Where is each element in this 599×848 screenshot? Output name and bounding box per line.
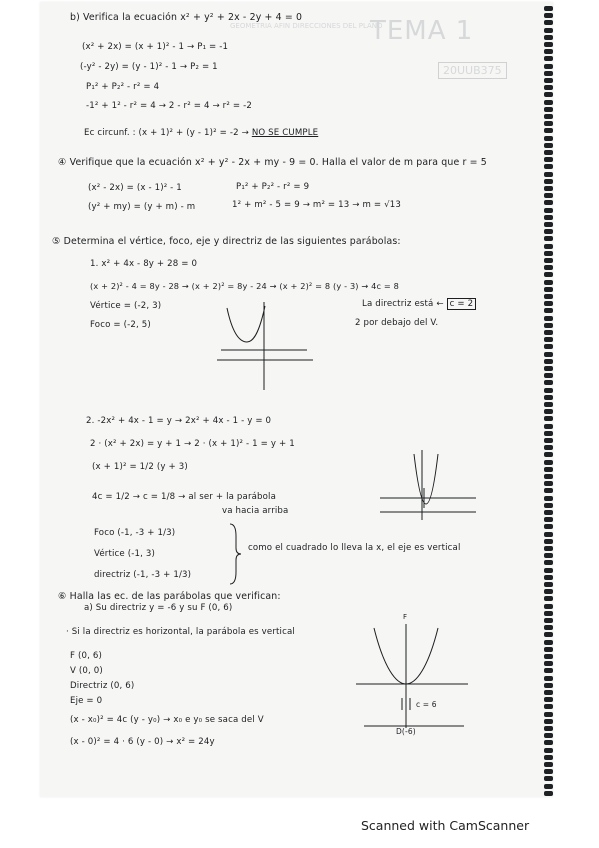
spiral-coil	[544, 337, 553, 342]
parabola-curve	[227, 306, 265, 342]
spiral-coil	[544, 265, 553, 270]
bleed-title: TEMA 1	[370, 16, 474, 46]
spiral-coil	[544, 474, 553, 479]
spiral-coil	[544, 301, 553, 306]
spiral-coil	[544, 596, 553, 601]
spiral-coil	[544, 222, 553, 227]
parabola-1-equation: 1. x² + 4x - 8y + 28 = 0	[90, 259, 198, 269]
spiral-coil	[544, 712, 553, 717]
bleed-subtitle: GEOMETRIA AFIN DIRECCIONES DEL PLANO	[230, 22, 383, 30]
spiral-coil	[544, 121, 553, 126]
spiral-coil	[544, 546, 553, 551]
axis-note: como el cuadrado lo lleva la x, el eje es vertical	[248, 543, 461, 553]
spiral-coil	[544, 524, 553, 529]
spiral-coil	[544, 704, 553, 709]
parabola-3-graph	[352, 618, 472, 738]
spiral-coil	[544, 85, 553, 90]
spiral-coil	[544, 366, 553, 371]
spiral-coil	[544, 179, 553, 184]
spiral-coil	[544, 409, 553, 414]
spiral-coil	[544, 272, 553, 277]
spiral-coil	[544, 236, 553, 241]
line-12: (x + 2)² - 4 = 8y - 28 → (x + 2)² = 8y - 24 → (x + 2)² = 8 (y - 3) → 4c = 8	[90, 281, 400, 291]
spiral-coil	[544, 726, 553, 731]
line-8a: (x² - 2x) = (x - 1)² - 1	[88, 183, 182, 193]
spiral-coil	[544, 604, 553, 609]
line-18a: 4c = 1/2 → c = 1/8 → al ser + la parábola	[92, 492, 277, 502]
spiral-coil	[544, 676, 553, 681]
spiral-coil	[544, 100, 553, 105]
spiral-coil	[544, 344, 553, 349]
spiral-coil	[544, 431, 553, 436]
spiral-coil	[544, 654, 553, 659]
spiral-coil	[544, 488, 553, 493]
spiral-coil	[544, 164, 553, 169]
spiral-coil	[544, 229, 553, 234]
spiral-coil	[544, 13, 553, 18]
spiral-coil	[544, 748, 553, 753]
spiral-coil	[544, 352, 553, 357]
brace-path	[230, 524, 241, 584]
line-8b: P₁² + P₂² - r² = 9	[236, 182, 310, 192]
spiral-coil	[544, 92, 553, 97]
spiral-coil	[544, 733, 553, 738]
line-29: (x - x₀)² = 4c (y - y₀) → x₀ e y₀ se saca del V	[70, 715, 264, 725]
spiral-coil	[544, 150, 553, 155]
c-value-box: c = 2	[447, 298, 477, 310]
spiral-coil	[544, 532, 553, 537]
spiral-coil	[544, 388, 553, 393]
spiral-coil	[544, 287, 553, 292]
line-18b: va hacia arriba	[222, 506, 289, 516]
spiral-coil	[544, 114, 553, 119]
notebook-page	[40, 2, 553, 797]
vertex-6: V (0, 0)	[70, 666, 103, 676]
vertex-1: Vértice = (-2, 3)	[90, 301, 162, 311]
spiral-coil	[544, 769, 553, 774]
spiral-coil	[544, 560, 553, 565]
line-23: a) Su directriz y = -6 y su F (0, 6)	[84, 603, 233, 613]
spiral-coil	[544, 143, 553, 148]
spiral-coil	[544, 481, 553, 486]
spiral-coil	[544, 244, 553, 249]
spiral-coil	[544, 575, 553, 580]
spiral-coil	[544, 258, 553, 263]
circumference-equation: Ec circunf. : (x + 1)² + (y - 1)² = -2 →	[84, 128, 249, 138]
exercise-4-heading: ④ Verifique que la ecuación x² + y² - 2x + my - 9 = 0. Halla el valor de m para que r = 5	[58, 157, 487, 168]
brace	[228, 522, 242, 586]
spiral-coil	[544, 416, 553, 421]
spiral-coil	[544, 193, 553, 198]
line-6	[84, 128, 318, 138]
spiral-coil	[544, 625, 553, 630]
spiral-coil	[544, 20, 553, 25]
spiral-coil	[544, 467, 553, 472]
spiral-coil	[544, 359, 553, 364]
line-9b: 1² + m² - 5 = 9 → m² = 13 → m = √13	[232, 200, 401, 210]
spiral-coil	[544, 791, 553, 796]
spiral-coil	[544, 308, 553, 313]
spiral-coil	[544, 661, 553, 666]
spiral-coil	[544, 251, 553, 256]
focus-1: Foco = (-2, 5)	[90, 320, 151, 330]
spiral-coil	[544, 632, 553, 637]
spiral-coil	[544, 460, 553, 465]
spiral-coil	[544, 380, 553, 385]
line-9a: (y² + my) = (y + m) - m	[88, 202, 196, 212]
spiral-coil	[544, 64, 553, 69]
parabola-2-graph	[378, 448, 478, 522]
spiral-coil	[544, 776, 553, 781]
spiral-coil	[544, 611, 553, 616]
line-2: (x² + 2x) = (x + 1)² - 1 → P₁ = -1	[82, 42, 229, 52]
spiral-coil	[544, 510, 553, 515]
spiral-coil	[544, 172, 553, 177]
line-17: (x + 1)² = 1/2 (y + 3)	[92, 462, 188, 472]
graph-3-c-label: c = 6	[416, 700, 437, 709]
spiral-binding	[544, 0, 556, 800]
vertex-2: Vértice (-1, 3)	[94, 549, 155, 559]
spiral-coil	[544, 49, 553, 54]
spiral-coil	[544, 690, 553, 695]
spiral-coil	[544, 78, 553, 83]
spiral-coil	[544, 208, 553, 213]
directrix-2: directriz (-1, -3 + 1/3)	[94, 570, 192, 580]
spiral-coil	[544, 762, 553, 767]
exercise-b-heading: b) Verifica la ecuación x² + y² + 2x - 2y + 4 = 0	[70, 12, 303, 23]
line-16: 2 · (x² + 2x) = y + 1 → 2 · (x + 1)² - 1 = y + 1	[90, 439, 295, 449]
spiral-coil	[544, 6, 553, 11]
spiral-coil	[544, 424, 553, 429]
spiral-coil	[544, 330, 553, 335]
line-5: -1² + 1² - r² = 4 → 2 - r² = 4 → r² = -2	[86, 101, 252, 111]
parabola-2-equation: 2. -2x² + 4x - 1 = y → 2x² + 4x - 1 - y = 0	[86, 416, 272, 426]
line-3: (-y² - 2y) = (y - 1)² - 1 → P₂ = 1	[80, 62, 218, 72]
bleed-code: 20UUB375	[438, 62, 507, 79]
exercise-6-heading: ⑥ Halla las ec. de las parábolas que verifican:	[58, 591, 281, 602]
no-se-cumple: NO SE CUMPLE	[251, 128, 319, 138]
directrix-6: Directriz (0, 6)	[70, 681, 135, 691]
spiral-coil	[544, 373, 553, 378]
parabola-curve	[414, 454, 438, 504]
line-4: P₁² + P₂² - r² = 4	[86, 82, 160, 92]
spiral-coil	[544, 157, 553, 162]
spiral-coil	[544, 582, 553, 587]
spiral-coil	[544, 186, 553, 191]
parabola-1-graph	[215, 300, 315, 392]
spiral-coil	[544, 42, 553, 47]
directrix-note-text: La directriz está ←	[362, 299, 444, 309]
spiral-coil	[544, 107, 553, 112]
spiral-coil	[544, 755, 553, 760]
spiral-coil	[544, 640, 553, 645]
spiral-coil	[544, 35, 553, 40]
spiral-coil	[544, 496, 553, 501]
spiral-coil	[544, 294, 553, 299]
spiral-coil	[544, 395, 553, 400]
spiral-coil	[544, 71, 553, 76]
spiral-coil	[544, 128, 553, 133]
spiral-coil	[544, 618, 553, 623]
spiral-coil	[544, 200, 553, 205]
spiral-coil	[544, 697, 553, 702]
spiral-coil	[544, 517, 553, 522]
spiral-coil	[544, 215, 553, 220]
spiral-coil	[544, 784, 553, 789]
spiral-coil	[544, 402, 553, 407]
focus-6: F (0, 6)	[70, 651, 102, 661]
spiral-coil	[544, 683, 553, 688]
spiral-coil	[544, 553, 553, 558]
spiral-coil	[544, 589, 553, 594]
axis-6: Eje = 0	[70, 696, 103, 706]
graph-3-d-label: D(-6)	[396, 727, 416, 736]
spiral-coil	[544, 28, 553, 33]
graph-3-axis-label: F	[403, 613, 408, 621]
spiral-coil	[544, 452, 553, 457]
spiral-coil	[544, 136, 553, 141]
spiral-coil	[544, 323, 553, 328]
spiral-coil	[544, 445, 553, 450]
directrix-note-1	[362, 299, 476, 309]
spiral-coil	[544, 438, 553, 443]
spiral-coil	[544, 56, 553, 61]
directrix-note-2: 2 por debajo del V.	[355, 318, 439, 328]
spiral-coil	[544, 740, 553, 745]
spiral-coil	[544, 568, 553, 573]
spiral-coil	[544, 503, 553, 508]
spiral-coil	[544, 280, 553, 285]
spiral-coil	[544, 647, 553, 652]
exercise-5-heading: ⑤ Determina el vértice, foco, eje y directriz de las siguientes parábolas:	[52, 236, 401, 247]
line-24: · Si la directriz es horizontal, la parábola es vertical	[66, 627, 295, 637]
spiral-coil	[544, 539, 553, 544]
focus-2: Foco (-1, -3 + 1/3)	[94, 528, 176, 538]
spiral-coil	[544, 668, 553, 673]
line-30: (x - 0)² = 4 · 6 (y - 0) → x² = 24y	[70, 737, 215, 747]
spiral-coil	[544, 316, 553, 321]
scanner-watermark: Scanned with CamScanner	[361, 818, 530, 833]
spiral-coil	[544, 719, 553, 724]
